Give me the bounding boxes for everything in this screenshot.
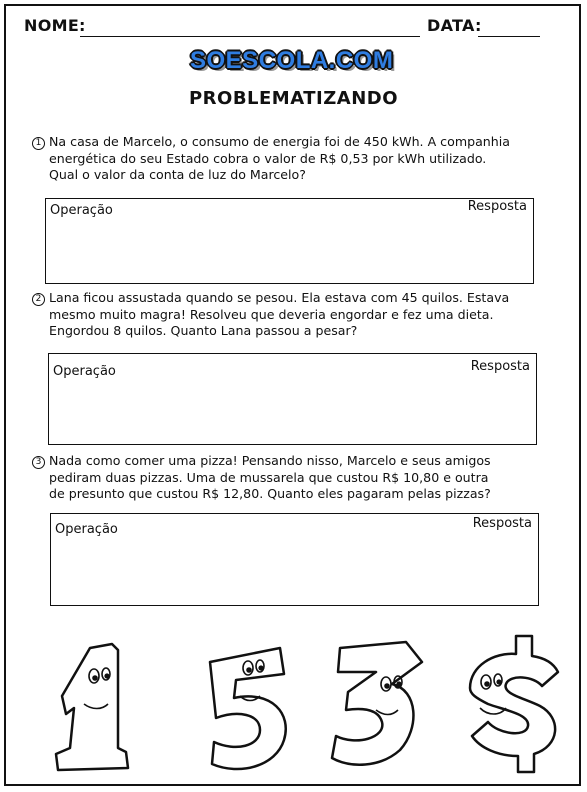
question-text-line: mesmo muito magra! Resolveu que deveria engordar e fez uma dieta. — [49, 306, 494, 322]
resposta-label: Resposta — [470, 359, 530, 374]
resposta-label: Resposta — [472, 516, 532, 531]
dollar-sign-character-icon — [470, 636, 558, 772]
nome-label: NOME: — [24, 16, 86, 35]
question-text-line: Lana ficou assustada quando se pesou. Ela estava com 45 quilos. Estava — [49, 290, 510, 305]
question-text-line: Engordou 8 quilos. Quanto Lana passou a pesar? — [49, 323, 358, 338]
question-3 — [32, 453, 542, 503]
operacao-label: Operação — [55, 522, 118, 537]
question-text-line: pediram duas pizzas. Uma de mussarela que custou R$ 10,80 e outra — [49, 469, 489, 485]
number-one-character-icon — [56, 644, 128, 770]
question-text-line: de presunto que custou R$ 12,80. Quanto eles pagaram pelas pizzas? — [49, 486, 491, 501]
answer-box-3[interactable] — [50, 513, 539, 606]
answer-box-2[interactable] — [48, 353, 537, 445]
answer-box-1[interactable] — [45, 198, 534, 284]
question-number-badge: 3 — [32, 456, 45, 469]
question-text-line: Qual o valor da conta de luz do Marcelo? — [49, 167, 306, 182]
number-five-character-icon — [210, 648, 286, 769]
question-2 — [32, 290, 542, 340]
number-three-character-icon — [332, 642, 422, 765]
question-number-badge: 1 — [32, 137, 45, 150]
question-text-line: Nada como comer uma pizza! Pensando nisso, Marcelo e seus amigos — [49, 453, 491, 468]
question-text-line: energética do seu Estado cobra o valor de R$ 0,53 por kWh utilizado. — [49, 150, 487, 166]
question-text-line: Na casa de Marcelo, o consumo de energia foi de 450 kWh. A companhia — [49, 134, 510, 149]
data-field-line[interactable] — [478, 36, 540, 37]
site-logo: SOESCOLA.COM — [190, 47, 394, 74]
question-number-badge: 2 — [32, 293, 45, 306]
nome-field-line[interactable] — [80, 36, 420, 37]
data-label: DATA: — [427, 16, 482, 35]
resposta-label: Resposta — [467, 199, 527, 214]
question-1 — [32, 134, 542, 184]
cartoon-characters-illustration — [40, 618, 560, 778]
operacao-label: Operação — [53, 364, 116, 379]
page-title: PROBLEMATIZANDO — [188, 88, 399, 109]
operacao-label: Operação — [50, 203, 113, 218]
